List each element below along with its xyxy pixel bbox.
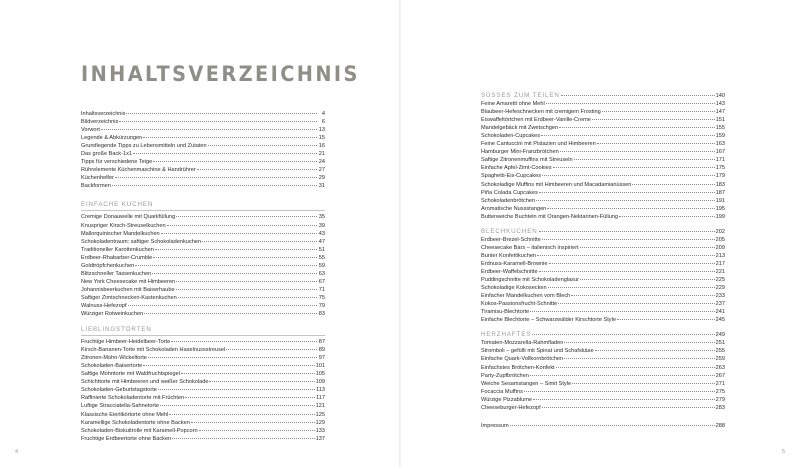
toc-entry-title: Tiramisu-Blechtorte	[481, 309, 530, 316]
toc-entry-page: 29	[318, 175, 325, 182]
toc-entry-title: Klassische Eierlikörtorte ohne Mehl	[81, 411, 169, 418]
toc-entry-page: 263	[715, 364, 725, 371]
toc-entry[interactable]	[81, 270, 325, 278]
toc-entry[interactable]	[481, 236, 725, 244]
toc-entry-page: 163	[715, 141, 725, 148]
toc-entry-title: Blitzschneller Tassenkuchen	[81, 270, 152, 277]
toc-entry-page: 147	[715, 109, 725, 116]
toc-entry[interactable]	[481, 316, 725, 324]
toc-entry[interactable]	[81, 254, 325, 262]
toc-entry[interactable]	[481, 276, 725, 284]
toc-entry-page: 199	[715, 213, 725, 220]
toc-entry-title: Saftiger Zimtschnecken-Kastenkuchen	[81, 294, 177, 301]
toc-entry-title: Feine Amaretti ohne Mehl	[481, 101, 545, 108]
toc-entry-page: 101	[315, 363, 325, 370]
toc-entry-page: 31	[318, 183, 325, 190]
toc-herzhaftes-list	[481, 339, 725, 411]
toc-entry-page: 67	[318, 278, 325, 285]
book-gutter	[399, 0, 401, 467]
toc-entry[interactable]	[81, 402, 325, 410]
toc-entry-page: 21	[318, 151, 325, 158]
toc-entry-page: 113	[316, 387, 325, 394]
toc-entry-impressum[interactable]	[481, 422, 725, 430]
toc-entry[interactable]	[481, 339, 725, 347]
toc-entry-page: 89	[318, 347, 325, 354]
toc-entry-title: Saftige Zitronenmuffins mit Streuseln	[481, 157, 573, 164]
toc-entry-page: 6	[321, 119, 325, 126]
toc-entry-title: Schokoladige Muffins mit Himbeeren und Macadamianüssen	[481, 181, 632, 188]
toc-entry[interactable]	[481, 244, 725, 252]
toc-entry[interactable]	[481, 284, 725, 292]
toc-entry[interactable]	[481, 355, 725, 363]
toc-entry-title: Saftige Mohntorte mit Waldfruchtspiegel	[81, 371, 180, 378]
toc-entry-page: 205	[715, 236, 725, 243]
toc-entry[interactable]	[481, 252, 725, 260]
toc-entry-page: 137	[315, 435, 325, 442]
toc-entry-title: Weiche Sesamstangen – Simit Style	[481, 380, 572, 387]
toc-entry[interactable]	[81, 346, 325, 354]
toc-entry[interactable]	[481, 372, 725, 380]
toc-entry-title: Blaubeer-Hefeschnecken mit cremigem Frosting	[481, 109, 601, 116]
toc-entry-title: Kirsch-Bananen-Torte mit Schokoladen Haselnussstreusel	[81, 347, 226, 354]
toc-entry-page: 125	[315, 411, 325, 418]
toc-entry-title: Das große Back-1x1	[81, 151, 132, 158]
toc-entry-page: 51	[318, 246, 325, 253]
toc-entry-page: 233	[715, 293, 725, 300]
toc-entry-page: 191	[715, 197, 725, 204]
toc-entry[interactable]	[481, 148, 725, 156]
toc-suesses-list	[481, 100, 725, 221]
toc-entry-page: 4	[321, 111, 325, 117]
toc-entry[interactable]	[81, 166, 325, 174]
toc-entry[interactable]	[481, 396, 725, 404]
toc-entry-page: 237	[715, 301, 725, 308]
toc-entry[interactable]	[81, 222, 325, 230]
toc-entry-title: Würzige Pizzablume	[481, 396, 532, 403]
toc-blechkuchen-list	[481, 236, 725, 325]
section-heading-label: HERZHAFTES	[481, 331, 532, 339]
toc-entry[interactable]	[481, 260, 725, 268]
toc-entry[interactable]	[481, 205, 725, 213]
toc-entry-page: 217	[715, 260, 725, 267]
toc-entry[interactable]	[481, 181, 725, 189]
toc-entry-title: Raffinierte Schokoladentorte mit Früchten	[81, 395, 185, 402]
toc-entry-title: Tomaten-Mozzarella-Rahmfladen	[481, 340, 564, 347]
toc-entry-title: Feine Cantuccini mit Pistazien und Himbeeren	[481, 141, 596, 148]
toc-entry-title: Butterweiche Buchteln mit Orangen-Nektarinen-Füllung	[481, 213, 619, 220]
toc-entry-title: Mandelgebäck mit Zwetschgen	[481, 125, 559, 132]
toc-entry-title: Backformen	[81, 183, 111, 190]
toc-entry-page: 75	[318, 294, 325, 301]
toc-entry-page: 35	[318, 214, 325, 221]
toc-entry[interactable]	[81, 338, 325, 346]
toc-entry-page: 255	[715, 348, 725, 355]
toc-entry-page: 288	[715, 422, 725, 429]
toc-entry[interactable]	[481, 124, 725, 132]
toc-entry-page: 121	[315, 403, 325, 410]
toc-entry[interactable]	[481, 292, 725, 300]
toc-entry[interactable]	[81, 427, 325, 435]
toc-entry-page: 271	[715, 380, 725, 387]
toc-entry[interactable]	[481, 164, 725, 172]
toc-entry-title: Goldtröpfchenkuchen	[81, 262, 135, 269]
section-heading-blechkuchen	[481, 228, 725, 236]
toc-entry[interactable]	[81, 386, 325, 394]
section-heading-einfache-kuchen	[81, 200, 325, 211]
toc-entry-page: 179	[715, 173, 725, 180]
toc-entry-title: Bunter Konfettikuchen	[481, 252, 537, 259]
toc-entry[interactable]	[81, 142, 325, 150]
toc-entry[interactable]	[481, 347, 725, 355]
section-heading-page: 202	[715, 228, 725, 235]
toc-entry-title: Schokoladentraum: saftiger Schokoladenkuchen	[81, 238, 202, 245]
toc-entry-title: Vorwort	[81, 127, 100, 134]
toc-entry-title: Schokoladen-Geburtstagstorte	[81, 387, 157, 394]
toc-entry-page: 43	[318, 230, 325, 237]
toc-entry-title: Eiswaffeltörtchen mit Erdbeer-Vanille-Creme	[481, 117, 591, 124]
toc-entry-title: Schokoladen-Baisertorte	[81, 363, 143, 370]
toc-entry-title: Cheeseburger-Hefezopf	[481, 404, 541, 411]
toc-entry[interactable]	[481, 197, 725, 205]
toc-entry-title: Erdnuss-Karamell-Brownie	[481, 260, 548, 267]
toc-entry-title: Traditioneller Karottenkuchen	[81, 246, 154, 253]
toc-entry-page: 251	[715, 340, 725, 347]
toc-entry-title: Fruchtige Erdbeertorte ohne Backen	[81, 435, 172, 442]
toc-entry-title: Schokoladen-Cupcakes	[481, 133, 541, 140]
toc-entry[interactable]	[81, 411, 325, 419]
toc-entry[interactable]	[81, 262, 325, 270]
toc-entry-title: Kokos-Passionsfrucht-Schnitte	[481, 301, 558, 308]
toc-entry[interactable]	[481, 364, 725, 372]
toc-entry-title: Einfacher Mandelkuchen vom Blech	[481, 293, 571, 300]
page-title: INHALTSVERZEICHNIS	[81, 62, 360, 86]
toc-entry-page: 109	[315, 379, 325, 386]
toc-entry-page: 167	[715, 149, 725, 156]
toc-entry[interactable]	[81, 118, 325, 126]
toc-entry-page: 225	[715, 277, 725, 284]
toc-entry-page: 79	[318, 302, 325, 309]
toc-entry-title: Tipps für verschiedene Teige	[81, 159, 153, 166]
toc-entry-page: 213	[715, 252, 725, 259]
toc-entry-title: Luftige Stracciatella-Sahnetorte	[81, 403, 160, 410]
toc-entry[interactable]	[81, 286, 325, 294]
toc-intro-list	[81, 110, 325, 190]
toc-entry-page: 105	[315, 371, 325, 378]
toc-entry[interactable]	[81, 378, 325, 386]
toc-entry-page: 97	[318, 355, 325, 362]
toc-entry-page: 267	[715, 372, 725, 379]
section-heading-herzhaftes	[481, 331, 725, 339]
toc-entry-page: 55	[318, 254, 325, 261]
toc-entry[interactable]	[81, 134, 325, 142]
toc-entry[interactable]	[481, 388, 725, 396]
toc-entry-page: 275	[715, 388, 725, 395]
toc-entry[interactable]	[81, 182, 325, 190]
toc-entry-title: Schokoladenbrötchen	[481, 197, 536, 204]
toc-entry-title: Einfache Apfel-Zimt-Cookies	[481, 165, 552, 172]
toc-entry-title: Erdbeer-Rhabarber-Crumble	[81, 254, 153, 261]
toc-entry-title: Einfache Blechtorte – Schwarzwälder Kirschtorte Style	[481, 317, 616, 324]
toc-entry-page: 133	[315, 427, 325, 434]
toc-entry[interactable]	[81, 150, 325, 158]
section-heading-page: 249	[715, 332, 725, 339]
toc-entry-title: Puddingschnitte mit Schokoladenglasur	[481, 277, 579, 284]
toc-entry-title: Fruchtige Himbeer-Heidelbeer-Torte	[81, 339, 171, 346]
section-heading-lieblingstorten	[81, 325, 325, 336]
toc-entry-title: Knuspriger Kirsch-Streuselkuchen	[81, 222, 166, 229]
toc-entry[interactable]	[81, 213, 325, 221]
toc-entry-title: Zitronen-Mohn-Wickeltorte	[81, 355, 147, 362]
toc-entry-page: 63	[318, 270, 325, 277]
toc-entry[interactable]	[81, 174, 325, 182]
toc-entry-page: 209	[715, 244, 725, 251]
toc-entry-title: Aromatische Nussstangen	[481, 205, 547, 212]
toc-entry-title: Erdbeer-Brezel-Schnitte	[481, 236, 541, 243]
toc-entry-page: 229	[715, 285, 725, 292]
toc-entry-title: Stromboli – gefüllt mit Spinat und Schafskäse	[481, 348, 594, 355]
toc-entry-title: Einfachstes Brötchen-Konfekt	[481, 364, 555, 371]
toc-entry-page: 129	[315, 419, 325, 426]
toc-entry-page: 195	[715, 205, 725, 212]
toc-entry-page: 175	[715, 165, 725, 172]
toc-entry-page: 245	[715, 317, 725, 324]
toc-entry-page: 151	[715, 117, 725, 124]
toc-entry-page: 117	[316, 395, 325, 402]
toc-entry[interactable]	[481, 100, 725, 108]
toc-entry-title: Karamellige Schokoladentorte ohne Backen	[81, 419, 190, 426]
toc-right-column	[481, 92, 725, 430]
toc-entry-title: Bildverzeichnis	[81, 119, 119, 126]
toc-entry-title: Focaccia Muffins	[481, 388, 523, 395]
toc-entry[interactable]	[481, 172, 725, 180]
toc-entry[interactable]	[81, 302, 325, 310]
toc-entry-title: Cheesecake Bars – italienisch inspiriert	[481, 244, 579, 251]
toc-entry[interactable]	[81, 394, 325, 402]
toc-einfache-kuchen-list	[81, 213, 325, 318]
toc-entry-page: 187	[715, 189, 725, 196]
toc-entry[interactable]	[81, 354, 325, 362]
toc-entry-title: Walnuss-Hefezopf	[81, 302, 127, 309]
toc-entry-title: Johannisbeerkuchen mit Baiserhaube	[81, 286, 175, 293]
toc-entry-title: Würziger Rotweinkuchen	[81, 311, 144, 318]
toc-entry[interactable]	[81, 278, 325, 286]
toc-entry[interactable]	[81, 238, 325, 246]
section-heading-label: LIEBLINGSTORTEN	[81, 326, 152, 334]
toc-entry[interactable]	[481, 308, 725, 316]
toc-left-column	[81, 110, 325, 443]
toc-entry-title: Spaghetti-Eis-Cupcakes	[481, 173, 542, 180]
toc-entry-page: 16	[318, 143, 325, 150]
toc-entry[interactable]	[481, 132, 725, 140]
toc-entry-title: Party-Zupfbrötchen	[481, 372, 529, 379]
toc-entry[interactable]	[81, 110, 325, 118]
toc-entry-page: 283	[715, 404, 725, 411]
toc-entry[interactable]	[481, 108, 725, 116]
toc-entry[interactable]	[481, 213, 725, 221]
toc-entry[interactable]	[481, 189, 725, 197]
toc-entry[interactable]	[81, 310, 325, 318]
toc-entry-title: Impressum	[481, 422, 509, 429]
toc-entry-page: 27	[318, 167, 325, 174]
toc-entry-title: Cremige Donauwelle mit Quarkfüllung	[81, 214, 176, 221]
toc-entry-page: 15	[318, 135, 325, 142]
toc-entry-title: Schokoladen-Biskuitrolle mit Karamell-Popcorn	[81, 427, 198, 434]
section-heading-label: EINFACHE KUCHEN	[81, 201, 154, 209]
toc-entry-page: 155	[715, 125, 725, 132]
folio-right: 5	[782, 449, 786, 455]
section-heading-label: SÜSSES ZUM TEILEN	[481, 92, 560, 99]
toc-entry-page: 47	[318, 238, 325, 245]
toc-entry-title: Schokoladige Kokosecken	[481, 285, 547, 292]
toc-entry-page: 143	[715, 101, 725, 108]
toc-entry-title: Schichttorte mit Himbeeren und weißer Schokolade	[81, 379, 209, 386]
toc-entry-title: Grundlegende Tipps zu Lebensmitteln und Zutaten	[81, 143, 207, 150]
toc-entry-page: 71	[318, 286, 325, 293]
toc-entry-title: Inhaltsverzeichnis	[81, 111, 126, 117]
toc-entry[interactable]	[81, 294, 325, 302]
toc-entry-page: 259	[715, 356, 725, 363]
section-heading-page: 140	[715, 93, 725, 99]
toc-entry-title: Einfache Quark-Vollkornbrötchen	[481, 356, 564, 363]
toc-entry-title: Mallorquinischer Mandelkuchen	[81, 230, 160, 237]
section-heading-label: BLECHKUCHEN	[481, 227, 538, 235]
section-heading-suesses	[481, 92, 725, 100]
folio-left: 4	[15, 449, 19, 455]
toc-entry[interactable]	[481, 156, 725, 164]
toc-entry[interactable]	[81, 362, 325, 370]
toc-entry[interactable]	[481, 140, 725, 148]
toc-entry-page: 221	[715, 268, 725, 275]
toc-entry[interactable]	[81, 435, 325, 443]
toc-entry-page: 183	[715, 181, 725, 188]
toc-entry-page: 59	[318, 262, 325, 269]
toc-entry[interactable]	[81, 370, 325, 378]
toc-entry-title: Küchenhelfer	[81, 175, 114, 182]
toc-entry[interactable]	[81, 419, 325, 427]
toc-entry[interactable]	[481, 300, 725, 308]
toc-entry-page: 279	[715, 396, 725, 403]
toc-entry-title: Hamburger Mini-Franzbrötchen	[481, 149, 559, 156]
toc-entry-page: 171	[715, 157, 725, 164]
toc-entry-page: 13	[318, 127, 325, 134]
toc-entry-page: 39	[318, 222, 325, 229]
toc-entry[interactable]	[81, 230, 325, 238]
toc-entry-title: New York Cheesecake mit Himbeeren	[81, 278, 176, 285]
toc-entry-page: 241	[715, 309, 725, 316]
toc-entry[interactable]	[481, 380, 725, 388]
toc-entry[interactable]	[81, 246, 325, 254]
toc-lieblingstorten-list	[81, 338, 325, 443]
toc-entry-title: Legende & Abkürzungen	[81, 135, 143, 142]
toc-entry[interactable]	[481, 404, 725, 412]
toc-entry[interactable]	[81, 158, 325, 166]
toc-entry-page: 24	[318, 159, 325, 166]
toc-entry[interactable]	[481, 268, 725, 276]
toc-entry[interactable]	[481, 116, 725, 124]
toc-entry-page: 83	[318, 311, 325, 318]
toc-entry-title: Piña Colada Cupcakes	[481, 189, 538, 196]
toc-entry-title: Rührelemente Küchenmaschine & Handrührer	[81, 167, 196, 174]
toc-entry-page: 87	[318, 339, 325, 346]
toc-entry[interactable]	[81, 126, 325, 134]
toc-entry-page: 159	[715, 133, 725, 140]
toc-entry-title: Erdbeer-Waffelschnitte	[481, 268, 538, 275]
